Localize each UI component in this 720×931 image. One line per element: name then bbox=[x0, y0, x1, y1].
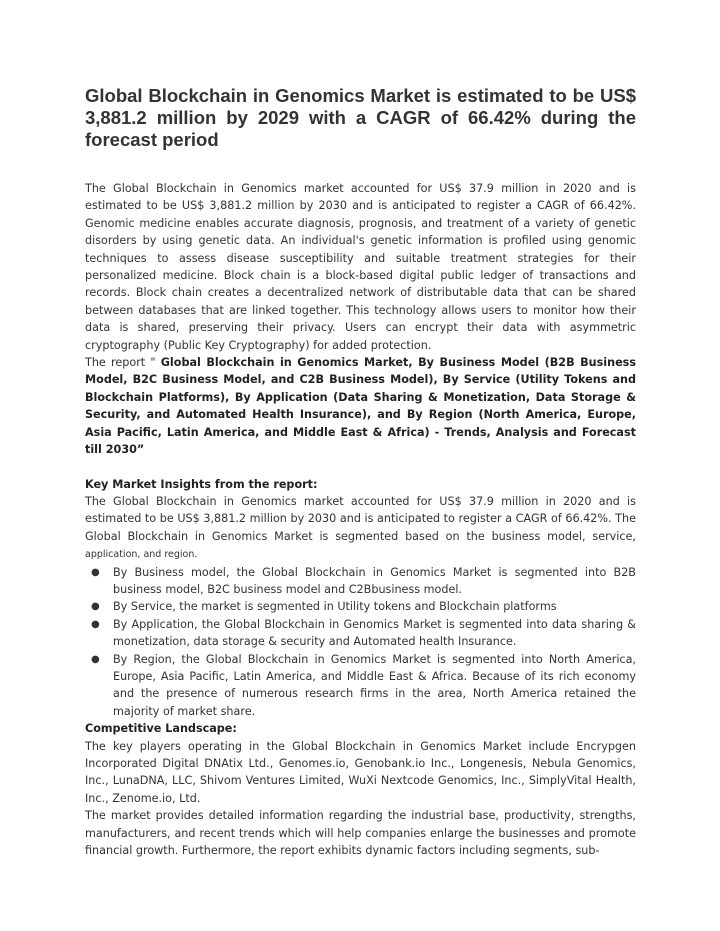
insights-paragraph bbox=[85, 493, 636, 564]
list-item-text: By Application, the Global Blockchain in Genomics Market is segmented into data sharing & monetization, data storage & security and Automated health Insurance. bbox=[113, 617, 636, 649]
list-item-text: By Region, the Global Blockchain in Genomics Market is segmented into North America, Europe, Asia Pacific, Latin America, and Middle East & Africa. Because of its rich economy and the presence of numerous research firms in the area, North America retained the majority of market share. bbox=[113, 652, 636, 718]
bullet-icon: ● bbox=[91, 618, 100, 630]
list-item bbox=[91, 598, 636, 615]
segments-list bbox=[85, 564, 636, 721]
report-prefix: The report " bbox=[85, 356, 161, 370]
list-item-text: By Service, the market is segmented in Utility tokens and Blockchain platforms bbox=[113, 600, 557, 614]
list-item bbox=[91, 564, 636, 599]
list-item bbox=[91, 616, 636, 651]
list-item-text: By Business model, the Global Blockchain in Genomics Market is segmented into B2B business model, B2C business model and C2Bbusiness model. bbox=[113, 565, 636, 596]
insights-tail: application, and region. bbox=[85, 549, 198, 561]
insights-heading-text: Key Market Insights from the report: bbox=[85, 477, 318, 491]
document-title: Global Blockchain in Genomics Market is estimated to be US$ 3,881.2 million by 2029 with a CAGR of 66.42% during the forecast period bbox=[85, 85, 636, 150]
list-item bbox=[91, 651, 636, 721]
bullet-icon: ● bbox=[91, 601, 100, 613]
competitive-heading bbox=[85, 720, 636, 737]
document-body bbox=[85, 180, 636, 859]
intro-paragraph: The Global Blockchain in Genomics market accounted for US$ 37.9 million in 2020 and is estimated to be US$ 3,881.2 million by 2030 and is anticipated to register a CAGR of 66.42%. Genomic medicine enables accurate diagnosis, prognosis, and treatment of a variety of genetic disorders by using genetic data. An individual's genetic information is profiled using genomic techniques to assess disease susceptibility and suitable treatment strategies for their personalized medicine. Block chain is a block-based digital public ledger of transactions and records. Block chain creates a decentralized network of distributable data that can be shared between databases that are linked together. This technology allows users to monitor how their data is shared, preserving their privacy. Users can encrypt their data with asymmetric cryptography (Public Key Cryptography) for added protection. bbox=[85, 182, 636, 352]
competitive-heading-text: Competitive Landscape: bbox=[85, 722, 237, 736]
competitive-paragraph: The key players operating in the Global Blockchain in Genomics Market include Encrypgen Incorporated Digital DNAtix Ltd., Genomes.io, Genobank.io Inc., Longenesis, Nebula Genomics, Inc., LunaDNA, LLC, Shivom Ventures Limited, WuXi Nextcode Genomics, Inc., SimplyVital Health, Inc., Zenome.io, Ltd. bbox=[85, 739, 636, 805]
insights-heading bbox=[85, 476, 636, 493]
paragraph-spacer bbox=[85, 459, 636, 476]
bullet-icon: ● bbox=[91, 653, 100, 665]
report-paragraph bbox=[85, 354, 636, 458]
bullet-icon: ● bbox=[91, 566, 100, 578]
report-title: Global Blockchain in Genomics Market, By Business Model (B2B Business Model, B2C Business Model, and C2B Business Model), By Service (Utility Tokens and Blockchain Platforms), By Application (Data Sharing & Monetization, Data Storage & Security, and Automated Health Insurance), and By Region (North America, Europe, Asia Pacific, Latin America, and Middle East & Africa) - Trends, Analysis and Forecast till 2030” bbox=[85, 356, 636, 457]
insights-text: The Global Blockchain in Genomics market accounted for US$ 37.9 million in 2020 and is estimated to be US$ 3,881.2 million by 2030 and is anticipated to register a CAGR of 66.42%. The Global Blockchain in Genomics Market is segmented based on the business model, service, bbox=[85, 494, 636, 543]
closing-paragraph: The market provides detailed information regarding the industrial base, productivity, strengths, manufacturers, and recent trends which will help companies enlarge the businesses and promote financial growth. Furthermore, the report exhibits dynamic factors including segments, sub- bbox=[85, 809, 636, 858]
